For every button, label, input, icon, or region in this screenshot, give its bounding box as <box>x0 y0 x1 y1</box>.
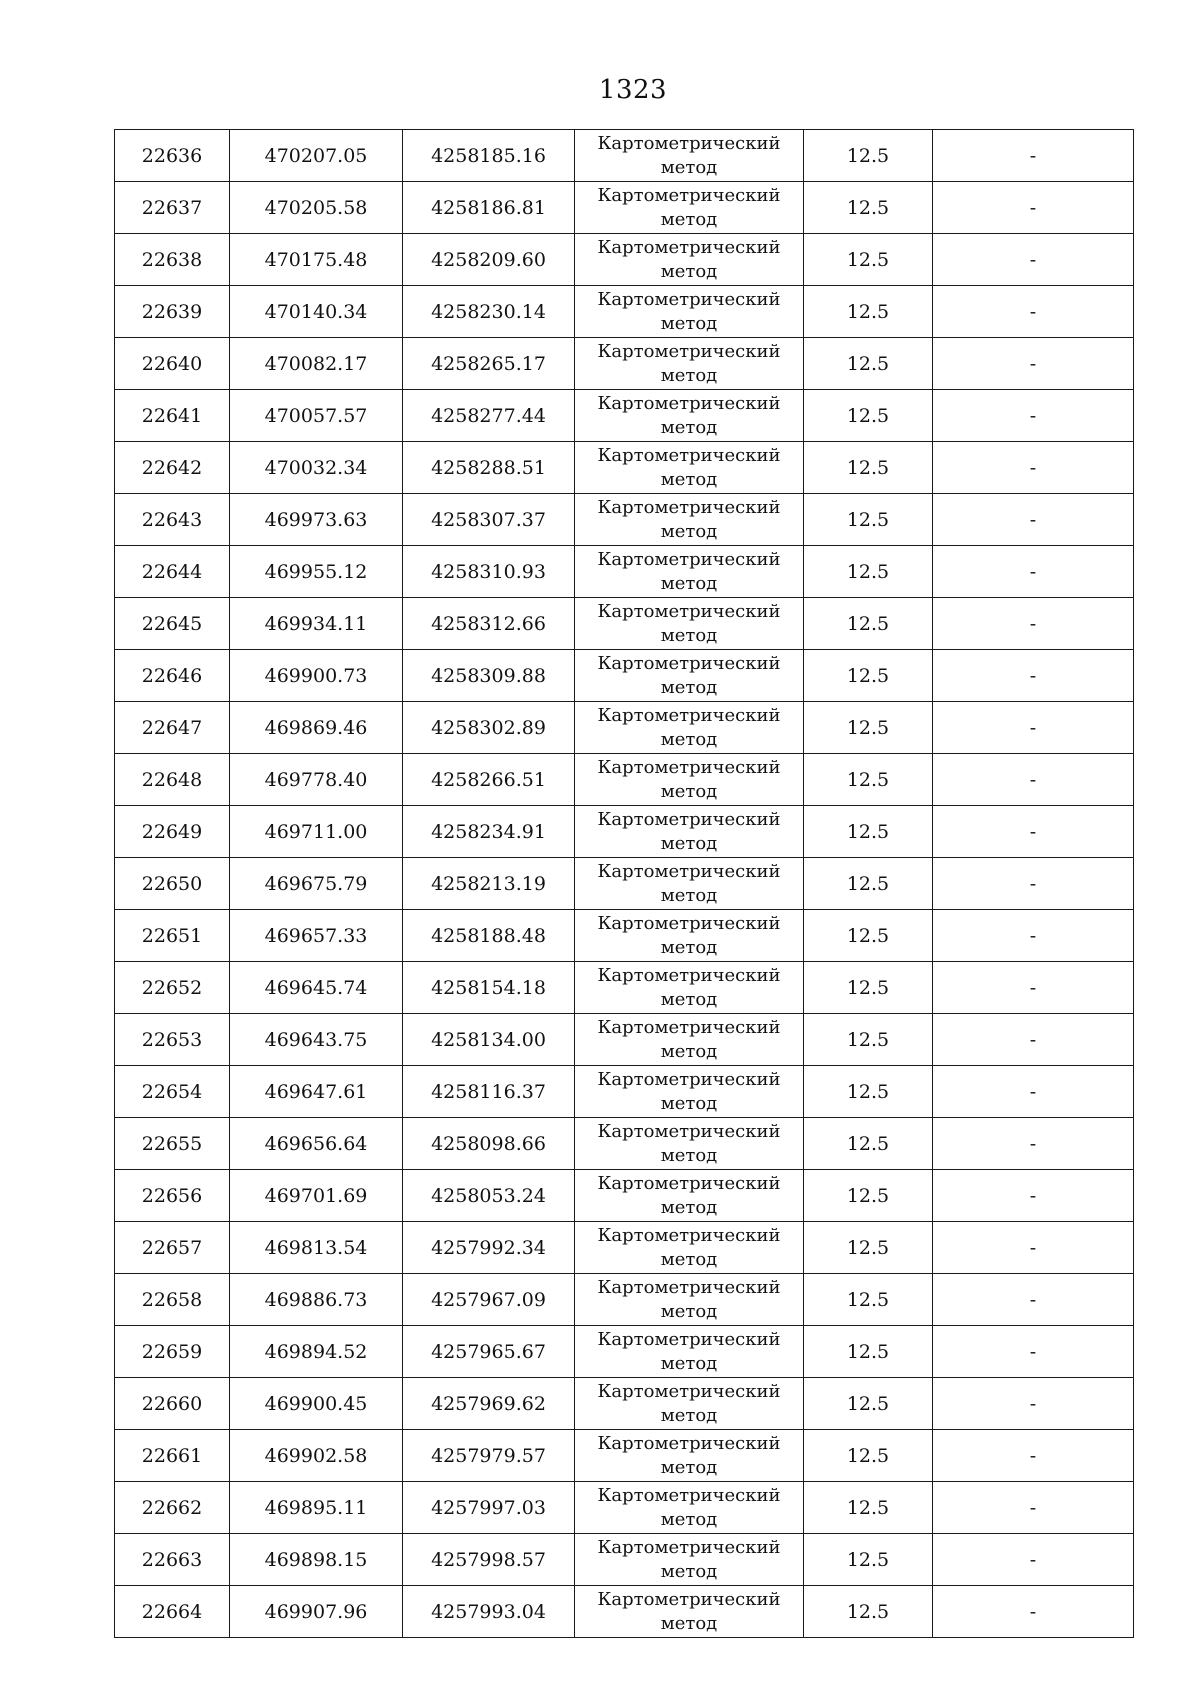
x-coordinate-cell: 469656.64 <box>230 1118 403 1170</box>
y-coordinate-cell: 4257992.34 <box>403 1222 575 1274</box>
method-cell <box>575 494 804 546</box>
method-cell <box>575 1534 804 1586</box>
note-cell: - <box>933 182 1134 234</box>
x-coordinate-cell: 470082.17 <box>230 338 403 390</box>
point-number-cell: 22660 <box>115 1378 230 1430</box>
table-row <box>115 1430 1134 1482</box>
method-line-2: метод <box>660 260 718 282</box>
y-coordinate-cell: 4257998.57 <box>403 1534 575 1586</box>
x-coordinate-cell: 470175.48 <box>230 234 403 286</box>
accuracy-cell: 12.5 <box>804 234 933 286</box>
accuracy-cell: 12.5 <box>804 1586 933 1638</box>
note-cell: - <box>933 650 1134 702</box>
method-cell <box>575 1482 804 1534</box>
accuracy-cell: 12.5 <box>804 806 933 858</box>
method-line-1: Картометрический <box>597 1328 781 1350</box>
method-line-2: метод <box>660 520 718 542</box>
note-cell: - <box>933 286 1134 338</box>
method-line-1: Картометрический <box>597 184 781 206</box>
method-line-2: метод <box>660 156 718 178</box>
method-line-2: метод <box>660 364 718 386</box>
method-line-1: Картометрический <box>597 704 781 726</box>
method-cell <box>575 754 804 806</box>
accuracy-cell: 12.5 <box>804 442 933 494</box>
y-coordinate-cell: 4258312.66 <box>403 598 575 650</box>
accuracy-cell: 12.5 <box>804 1170 933 1222</box>
method-cell <box>575 1274 804 1326</box>
method-line-2: метод <box>660 1456 718 1478</box>
method-line-2: метод <box>660 988 718 1010</box>
note-cell: - <box>933 910 1134 962</box>
point-number-cell: 22652 <box>115 962 230 1014</box>
method-line-2: метод <box>660 884 718 906</box>
x-coordinate-cell: 470207.05 <box>230 130 403 182</box>
method-line-2: метод <box>660 1404 718 1426</box>
method-line-1: Картометрический <box>597 1120 781 1142</box>
method-line-2: метод <box>660 1196 718 1218</box>
x-coordinate-cell: 469898.15 <box>230 1534 403 1586</box>
point-number-cell: 22657 <box>115 1222 230 1274</box>
x-coordinate-cell: 469675.79 <box>230 858 403 910</box>
method-cell <box>575 338 804 390</box>
x-coordinate-cell: 469643.75 <box>230 1014 403 1066</box>
accuracy-cell: 12.5 <box>804 598 933 650</box>
table-row <box>115 650 1134 702</box>
point-number-cell: 22640 <box>115 338 230 390</box>
accuracy-cell: 12.5 <box>804 1430 933 1482</box>
method-line-1: Картометрический <box>597 1484 781 1506</box>
note-cell: - <box>933 442 1134 494</box>
note-cell: - <box>933 1586 1134 1638</box>
accuracy-cell: 12.5 <box>804 1066 933 1118</box>
method-line-1: Картометрический <box>597 860 781 882</box>
table-row <box>115 182 1134 234</box>
table-row <box>115 234 1134 286</box>
accuracy-cell: 12.5 <box>804 1014 933 1066</box>
method-line-1: Картометрический <box>597 496 781 518</box>
table-row <box>115 806 1134 858</box>
y-coordinate-cell: 4258266.51 <box>403 754 575 806</box>
y-coordinate-cell: 4257979.57 <box>403 1430 575 1482</box>
method-cell <box>575 130 804 182</box>
method-cell <box>575 1118 804 1170</box>
method-line-2: метод <box>660 1248 718 1270</box>
method-cell <box>575 1378 804 1430</box>
method-line-2: метод <box>660 1144 718 1166</box>
method-line-1: Картометрический <box>597 1172 781 1194</box>
table-row <box>115 702 1134 754</box>
point-number-cell: 22642 <box>115 442 230 494</box>
method-line-2: метод <box>660 780 718 802</box>
point-number-cell: 22650 <box>115 858 230 910</box>
x-coordinate-cell: 469902.58 <box>230 1430 403 1482</box>
y-coordinate-cell: 4258309.88 <box>403 650 575 702</box>
accuracy-cell: 12.5 <box>804 286 933 338</box>
method-cell <box>575 286 804 338</box>
method-line-2: метод <box>660 676 718 698</box>
note-cell: - <box>933 702 1134 754</box>
method-line-2: метод <box>660 312 718 334</box>
table-row <box>115 1118 1134 1170</box>
method-line-2: метод <box>660 572 718 594</box>
y-coordinate-cell: 4257997.03 <box>403 1482 575 1534</box>
accuracy-cell: 12.5 <box>804 650 933 702</box>
point-number-cell: 22664 <box>115 1586 230 1638</box>
method-line-1: Картометрический <box>597 600 781 622</box>
x-coordinate-cell: 469955.12 <box>230 546 403 598</box>
note-cell: - <box>933 806 1134 858</box>
table-row <box>115 1378 1134 1430</box>
accuracy-cell: 12.5 <box>804 338 933 390</box>
method-cell <box>575 858 804 910</box>
x-coordinate-cell: 469894.52 <box>230 1326 403 1378</box>
coordinates-table-body <box>115 130 1134 1638</box>
table-row <box>115 1586 1134 1638</box>
y-coordinate-cell: 4257967.09 <box>403 1274 575 1326</box>
method-line-1: Картометрический <box>597 964 781 986</box>
point-number-cell: 22659 <box>115 1326 230 1378</box>
point-number-cell: 22638 <box>115 234 230 286</box>
x-coordinate-cell: 469701.69 <box>230 1170 403 1222</box>
method-cell <box>575 182 804 234</box>
method-line-1: Картометрический <box>597 652 781 674</box>
note-cell: - <box>933 546 1134 598</box>
point-number-cell: 22641 <box>115 390 230 442</box>
note-cell: - <box>933 1534 1134 1586</box>
note-cell: - <box>933 130 1134 182</box>
accuracy-cell: 12.5 <box>804 546 933 598</box>
method-cell <box>575 442 804 494</box>
method-cell <box>575 1326 804 1378</box>
table-row <box>115 598 1134 650</box>
accuracy-cell: 12.5 <box>804 910 933 962</box>
y-coordinate-cell: 4258209.60 <box>403 234 575 286</box>
method-line-1: Картометрический <box>597 1276 781 1298</box>
method-cell <box>575 546 804 598</box>
x-coordinate-cell: 469711.00 <box>230 806 403 858</box>
y-coordinate-cell: 4258265.17 <box>403 338 575 390</box>
point-number-cell: 22644 <box>115 546 230 598</box>
method-line-2: метод <box>660 728 718 750</box>
method-line-2: метод <box>660 1300 718 1322</box>
method-cell <box>575 1170 804 1222</box>
note-cell: - <box>933 1378 1134 1430</box>
method-line-1: Картометрический <box>597 1224 781 1246</box>
point-number-cell: 22636 <box>115 130 230 182</box>
method-cell <box>575 234 804 286</box>
method-line-2: метод <box>660 1352 718 1374</box>
method-cell <box>575 650 804 702</box>
x-coordinate-cell: 469900.45 <box>230 1378 403 1430</box>
method-line-2: метод <box>660 1092 718 1114</box>
accuracy-cell: 12.5 <box>804 1274 933 1326</box>
method-line-2: метод <box>660 208 718 230</box>
table-row <box>115 1066 1134 1118</box>
table-row <box>115 1014 1134 1066</box>
method-line-1: Картометрический <box>597 1536 781 1558</box>
method-cell <box>575 1430 804 1482</box>
y-coordinate-cell: 4258098.66 <box>403 1118 575 1170</box>
method-cell <box>575 1586 804 1638</box>
method-line-2: метод <box>660 936 718 958</box>
point-number-cell: 22655 <box>115 1118 230 1170</box>
method-cell <box>575 806 804 858</box>
note-cell: - <box>933 1170 1134 1222</box>
x-coordinate-cell: 470140.34 <box>230 286 403 338</box>
table-row <box>115 390 1134 442</box>
y-coordinate-cell: 4258277.44 <box>403 390 575 442</box>
x-coordinate-cell: 470205.58 <box>230 182 403 234</box>
accuracy-cell: 12.5 <box>804 702 933 754</box>
y-coordinate-cell: 4257965.67 <box>403 1326 575 1378</box>
table-row <box>115 1326 1134 1378</box>
x-coordinate-cell: 469934.11 <box>230 598 403 650</box>
accuracy-cell: 12.5 <box>804 1482 933 1534</box>
note-cell: - <box>933 1066 1134 1118</box>
method-line-1: Картометрический <box>597 1016 781 1038</box>
method-line-1: Картометрический <box>597 756 781 778</box>
point-number-cell: 22656 <box>115 1170 230 1222</box>
accuracy-cell: 12.5 <box>804 390 933 442</box>
table-row <box>115 754 1134 806</box>
accuracy-cell: 12.5 <box>804 494 933 546</box>
y-coordinate-cell: 4258302.89 <box>403 702 575 754</box>
y-coordinate-cell: 4257969.62 <box>403 1378 575 1430</box>
point-number-cell: 22637 <box>115 182 230 234</box>
x-coordinate-cell: 469973.63 <box>230 494 403 546</box>
method-line-1: Картометрический <box>597 808 781 830</box>
table-row <box>115 858 1134 910</box>
method-cell <box>575 1014 804 1066</box>
method-line-1: Картометрический <box>597 444 781 466</box>
table-row <box>115 546 1134 598</box>
accuracy-cell: 12.5 <box>804 962 933 1014</box>
y-coordinate-cell: 4258188.48 <box>403 910 575 962</box>
note-cell: - <box>933 234 1134 286</box>
method-line-1: Картометрический <box>597 1588 781 1610</box>
note-cell: - <box>933 1014 1134 1066</box>
coordinates-table <box>114 129 1134 1638</box>
note-cell: - <box>933 754 1134 806</box>
y-coordinate-cell: 4258288.51 <box>403 442 575 494</box>
accuracy-cell: 12.5 <box>804 130 933 182</box>
accuracy-cell: 12.5 <box>804 182 933 234</box>
method-line-1: Картометрический <box>597 1068 781 1090</box>
point-number-cell: 22653 <box>115 1014 230 1066</box>
note-cell: - <box>933 1222 1134 1274</box>
accuracy-cell: 12.5 <box>804 754 933 806</box>
method-cell <box>575 702 804 754</box>
table-row <box>115 442 1134 494</box>
point-number-cell: 22658 <box>115 1274 230 1326</box>
method-line-1: Картометрический <box>597 1380 781 1402</box>
method-cell <box>575 1066 804 1118</box>
y-coordinate-cell: 4258186.81 <box>403 182 575 234</box>
point-number-cell: 22645 <box>115 598 230 650</box>
method-line-1: Картометрический <box>597 392 781 414</box>
note-cell: - <box>933 962 1134 1014</box>
x-coordinate-cell: 469907.96 <box>230 1586 403 1638</box>
point-number-cell: 22647 <box>115 702 230 754</box>
y-coordinate-cell: 4258307.37 <box>403 494 575 546</box>
table-row <box>115 286 1134 338</box>
method-line-2: метод <box>660 416 718 438</box>
method-cell <box>575 598 804 650</box>
y-coordinate-cell: 4258053.24 <box>403 1170 575 1222</box>
point-number-cell: 22654 <box>115 1066 230 1118</box>
note-cell: - <box>933 338 1134 390</box>
point-number-cell: 22649 <box>115 806 230 858</box>
x-coordinate-cell: 469813.54 <box>230 1222 403 1274</box>
note-cell: - <box>933 1482 1134 1534</box>
method-cell <box>575 910 804 962</box>
x-coordinate-cell: 469645.74 <box>230 962 403 1014</box>
x-coordinate-cell: 469647.61 <box>230 1066 403 1118</box>
y-coordinate-cell: 4258230.14 <box>403 286 575 338</box>
method-line-1: Картометрический <box>597 340 781 362</box>
point-number-cell: 22646 <box>115 650 230 702</box>
point-number-cell: 22651 <box>115 910 230 962</box>
table-row <box>115 1482 1134 1534</box>
x-coordinate-cell: 469869.46 <box>230 702 403 754</box>
x-coordinate-cell: 469900.73 <box>230 650 403 702</box>
table-row <box>115 910 1134 962</box>
point-number-cell: 22663 <box>115 1534 230 1586</box>
note-cell: - <box>933 494 1134 546</box>
method-line-2: метод <box>660 468 718 490</box>
point-number-cell: 22643 <box>115 494 230 546</box>
table-row <box>115 962 1134 1014</box>
accuracy-cell: 12.5 <box>804 1118 933 1170</box>
y-coordinate-cell: 4258134.00 <box>403 1014 575 1066</box>
method-line-2: метод <box>660 1040 718 1062</box>
y-coordinate-cell: 4257993.04 <box>403 1586 575 1638</box>
x-coordinate-cell: 469778.40 <box>230 754 403 806</box>
page-number: 1323 <box>598 75 668 105</box>
method-line-2: метод <box>660 624 718 646</box>
method-line-2: метод <box>660 832 718 854</box>
y-coordinate-cell: 4258185.16 <box>403 130 575 182</box>
accuracy-cell: 12.5 <box>804 1326 933 1378</box>
note-cell: - <box>933 390 1134 442</box>
point-number-cell: 22639 <box>115 286 230 338</box>
table-row <box>115 1170 1134 1222</box>
accuracy-cell: 12.5 <box>804 1378 933 1430</box>
point-number-cell: 22661 <box>115 1430 230 1482</box>
table-row <box>115 130 1134 182</box>
method-line-1: Картометрический <box>597 1432 781 1454</box>
method-line-1: Картометрический <box>597 548 781 570</box>
y-coordinate-cell: 4258116.37 <box>403 1066 575 1118</box>
method-cell <box>575 1222 804 1274</box>
method-line-2: метод <box>660 1612 718 1634</box>
method-line-1: Картометрический <box>597 236 781 258</box>
note-cell: - <box>933 858 1134 910</box>
note-cell: - <box>933 1326 1134 1378</box>
table-row <box>115 1534 1134 1586</box>
x-coordinate-cell: 470032.34 <box>230 442 403 494</box>
method-line-1: Картометрический <box>597 132 781 154</box>
y-coordinate-cell: 4258154.18 <box>403 962 575 1014</box>
method-line-2: метод <box>660 1560 718 1582</box>
method-line-1: Картометрический <box>597 912 781 934</box>
note-cell: - <box>933 598 1134 650</box>
note-cell: - <box>933 1118 1134 1170</box>
method-line-1: Картометрический <box>597 288 781 310</box>
table-row <box>115 1222 1134 1274</box>
table-row <box>115 494 1134 546</box>
x-coordinate-cell: 470057.57 <box>230 390 403 442</box>
note-cell: - <box>933 1274 1134 1326</box>
x-coordinate-cell: 469886.73 <box>230 1274 403 1326</box>
method-line-2: метод <box>660 1508 718 1530</box>
point-number-cell: 22648 <box>115 754 230 806</box>
table-row <box>115 338 1134 390</box>
table-row <box>115 1274 1134 1326</box>
method-cell <box>575 962 804 1014</box>
accuracy-cell: 12.5 <box>804 1534 933 1586</box>
y-coordinate-cell: 4258310.93 <box>403 546 575 598</box>
x-coordinate-cell: 469895.11 <box>230 1482 403 1534</box>
accuracy-cell: 12.5 <box>804 1222 933 1274</box>
y-coordinate-cell: 4258213.19 <box>403 858 575 910</box>
point-number-cell: 22662 <box>115 1482 230 1534</box>
y-coordinate-cell: 4258234.91 <box>403 806 575 858</box>
note-cell: - <box>933 1430 1134 1482</box>
method-cell <box>575 390 804 442</box>
x-coordinate-cell: 469657.33 <box>230 910 403 962</box>
accuracy-cell: 12.5 <box>804 858 933 910</box>
